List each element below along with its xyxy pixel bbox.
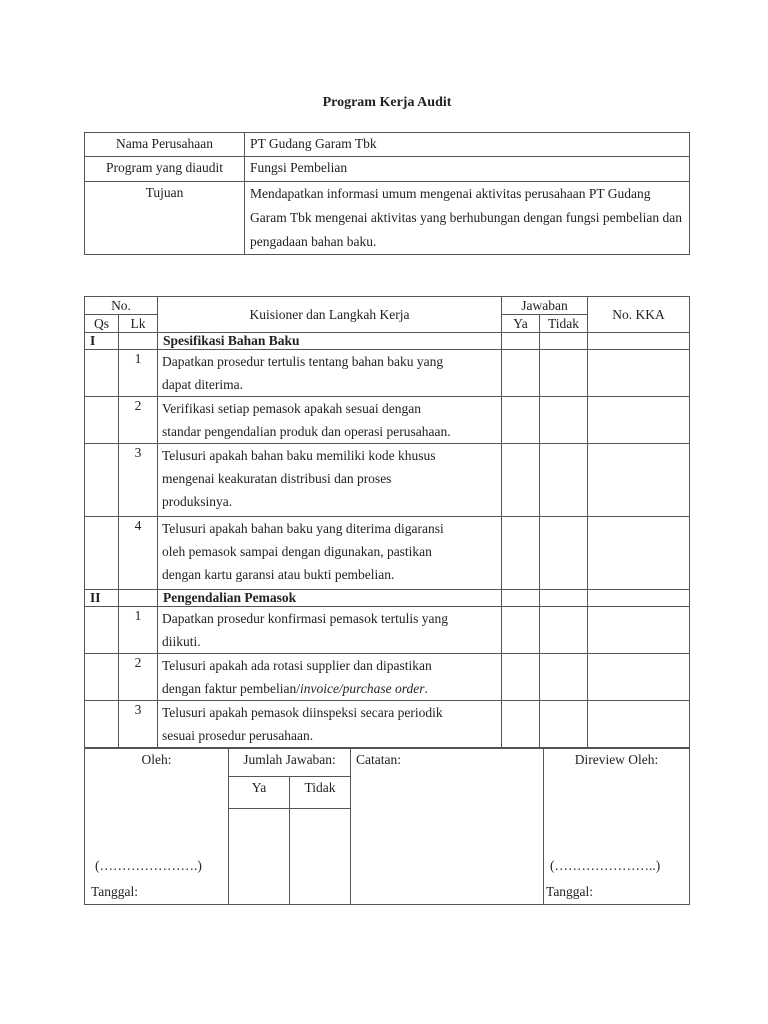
header-ya: Ya bbox=[502, 315, 540, 333]
answer-ya-cell[interactable] bbox=[502, 701, 540, 748]
step-text bbox=[158, 517, 502, 590]
kka-cell[interactable] bbox=[588, 590, 690, 607]
step-row bbox=[85, 607, 690, 654]
answer-ya-cell[interactable] bbox=[502, 607, 540, 654]
step-text bbox=[158, 654, 502, 701]
label-purpose: Tujuan bbox=[85, 182, 245, 255]
answer-tidak-cell[interactable] bbox=[540, 397, 588, 444]
step-line: standar pengendalian produk dan operasi perusahaan. bbox=[162, 424, 451, 439]
step-line: Verifikasi setiap pemasok apakah sesuai dengan bbox=[162, 401, 422, 416]
label-company: Nama Perusahaan bbox=[85, 133, 245, 157]
answer-tidak-cell[interactable] bbox=[540, 333, 588, 350]
answer-tidak-cell[interactable] bbox=[540, 517, 588, 590]
answer-tidak-cell[interactable] bbox=[540, 444, 588, 517]
step-line: Dapatkan prosedur tertulis tentang bahan baku yang bbox=[162, 354, 444, 369]
step-line: Telusuri apakah ada rotasi supplier dan dipastikan bbox=[162, 658, 432, 673]
signature-table bbox=[84, 748, 690, 905]
step-row bbox=[85, 444, 690, 517]
step-line: oleh pemasok sampai dengan digunakan, pastikan bbox=[162, 544, 432, 559]
section-number: I bbox=[85, 333, 119, 350]
header-tidak: Tidak bbox=[540, 315, 588, 333]
answer-ya-cell[interactable] bbox=[502, 654, 540, 701]
step-text bbox=[158, 607, 502, 654]
step-row bbox=[85, 701, 690, 748]
notes-label: Catatan: bbox=[351, 749, 544, 905]
reviewed-by-label: Direview Oleh: bbox=[574, 752, 659, 767]
kka-cell[interactable] bbox=[588, 701, 690, 748]
step-row bbox=[85, 350, 690, 397]
step-number: 2 bbox=[119, 397, 158, 444]
kka-cell[interactable] bbox=[588, 397, 690, 444]
value-program: Fungsi Pembelian bbox=[245, 157, 690, 182]
reviewed-by-signature: (…………………..) bbox=[550, 858, 661, 873]
step-line: dengan kartu garansi atau bukti pembelian. bbox=[162, 567, 395, 582]
empty-cell bbox=[85, 607, 119, 654]
step-number: 1 bbox=[119, 350, 158, 397]
prepared-date-label: Tanggal: bbox=[91, 884, 139, 899]
header-qs: Qs bbox=[85, 315, 119, 333]
value-company: PT Gudang Garam Tbk bbox=[245, 133, 690, 157]
header-no: No. bbox=[85, 297, 158, 315]
header-lk: Lk bbox=[119, 315, 158, 333]
answer-tidak-cell[interactable] bbox=[540, 654, 588, 701]
kka-cell[interactable] bbox=[588, 607, 690, 654]
kka-cell[interactable] bbox=[588, 444, 690, 517]
step-row bbox=[85, 397, 690, 444]
audit-program-table bbox=[84, 296, 690, 748]
answer-ya-cell[interactable] bbox=[502, 333, 540, 350]
empty-cell bbox=[85, 444, 119, 517]
empty-cell bbox=[85, 517, 119, 590]
answer-tidak-cell[interactable] bbox=[540, 701, 588, 748]
step-line: mengenai keakuratan distribusi dan proses bbox=[162, 471, 392, 486]
step-text bbox=[158, 444, 502, 517]
kka-cell[interactable] bbox=[588, 333, 690, 350]
header-kuisioner: Kuisioner dan Langkah Kerja bbox=[158, 297, 502, 333]
answer-count-ya: Ya bbox=[229, 777, 290, 809]
kka-cell[interactable] bbox=[588, 517, 690, 590]
step-text bbox=[158, 397, 502, 444]
step-number: 3 bbox=[119, 701, 158, 748]
section-title: Spesifikasi Bahan Baku bbox=[158, 333, 502, 350]
header-kka: No. KKA bbox=[588, 297, 690, 333]
reviewed-date-label: Tanggal: bbox=[546, 884, 594, 899]
empty-cell bbox=[85, 701, 119, 748]
answer-tidak-cell[interactable] bbox=[540, 590, 588, 607]
step-line: dengan faktur pembelian/invoice/purchase order. bbox=[162, 681, 428, 696]
answer-tidak-cell[interactable] bbox=[540, 607, 588, 654]
step-row bbox=[85, 517, 690, 590]
value-purpose: Mendapatkan informasi umum mengenai aktivitas perusahaan PT Gudang Garam Tbk mengenai aktivitas yang berhubungan dengan fungsi pembelian dan pengadaan bahan baku. bbox=[245, 182, 690, 255]
section-number: II bbox=[85, 590, 119, 607]
answer-count-label: Jumlah Jawaban: bbox=[229, 749, 351, 777]
empty-cell bbox=[85, 350, 119, 397]
step-number: 2 bbox=[119, 654, 158, 701]
label-program: Program yang diaudit bbox=[85, 157, 245, 182]
reviewed-by-cell bbox=[544, 749, 690, 905]
kka-cell[interactable] bbox=[588, 654, 690, 701]
kka-cell[interactable] bbox=[588, 350, 690, 397]
step-number: 1 bbox=[119, 607, 158, 654]
prepared-by-cell bbox=[85, 749, 229, 905]
empty-cell bbox=[119, 590, 158, 607]
prepared-by-signature: (………………….) bbox=[95, 858, 202, 873]
answer-ya-cell[interactable] bbox=[502, 444, 540, 517]
step-number: 3 bbox=[119, 444, 158, 517]
step-row bbox=[85, 654, 690, 701]
empty-cell bbox=[85, 397, 119, 444]
answer-ya-cell[interactable] bbox=[502, 590, 540, 607]
info-table bbox=[84, 132, 690, 255]
step-line: sesuai prosedur perusahaan. bbox=[162, 728, 314, 743]
step-line: produksinya. bbox=[162, 494, 233, 509]
answer-ya-cell[interactable] bbox=[502, 350, 540, 397]
step-line: Telusuri apakah pemasok diinspeksi secara periodik bbox=[162, 705, 443, 720]
step-line: Telusuri apakah bahan baku memiliki kode khusus bbox=[162, 448, 436, 463]
step-line: Dapatkan prosedur konfirmasi pemasok tertulis yang bbox=[162, 611, 449, 626]
answer-count-ya-value bbox=[229, 809, 290, 905]
page-title: Program Kerja Audit bbox=[322, 95, 452, 110]
section-title: Pengendalian Pemasok bbox=[158, 590, 502, 607]
section-row bbox=[85, 590, 690, 607]
empty-cell bbox=[85, 654, 119, 701]
answer-count-tidak-value bbox=[290, 809, 351, 905]
header-jawaban: Jawaban bbox=[502, 297, 588, 315]
step-line: diikuti. bbox=[162, 634, 201, 649]
step-line: dapat diterima. bbox=[162, 377, 243, 392]
answer-tidak-cell[interactable] bbox=[540, 350, 588, 397]
prepared-by-label: Oleh: bbox=[141, 752, 172, 767]
step-line: Telusuri apakah bahan baku yang diterima digaransi bbox=[162, 521, 444, 536]
section-row bbox=[85, 333, 690, 350]
answer-ya-cell[interactable] bbox=[502, 517, 540, 590]
step-text bbox=[158, 701, 502, 748]
step-number: 4 bbox=[119, 517, 158, 590]
empty-cell bbox=[119, 333, 158, 350]
step-text bbox=[158, 350, 502, 397]
document-page bbox=[84, 0, 690, 905]
answer-count-tidak: Tidak bbox=[290, 777, 351, 809]
answer-ya-cell[interactable] bbox=[502, 397, 540, 444]
